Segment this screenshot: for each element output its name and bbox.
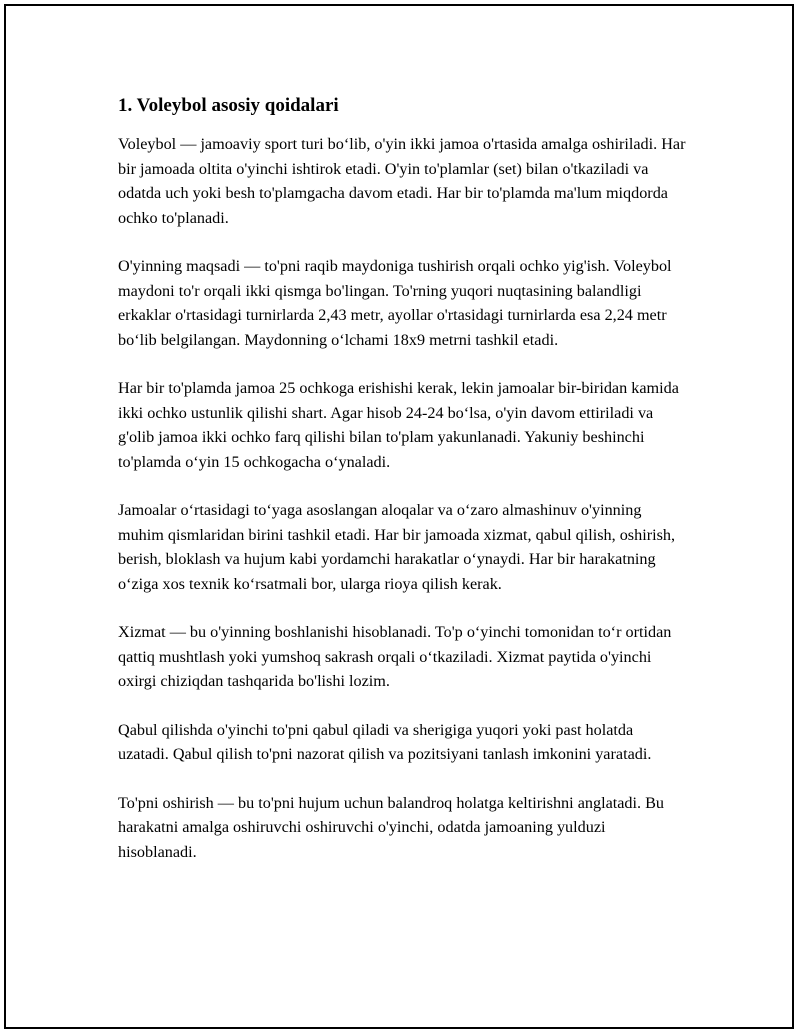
- paragraph-serve: Xizmat — bu o'yinning boshlanishi hisoblanadi. To'p o‘yinchi tomonidan to‘r ortidan qattiq mushtlash yoki yumshoq sakrash orqali o‘tkaziladi. Xizmat paytida o'yinchi oxirgi chiziqdan tashqarida bo'lishi lozim.: [118, 623, 672, 690]
- paragraph-game-goal: O'yinning maqsadi — to'pni raqib maydoniga tushirish orqali ochko yig'ish. Voleybol maydoni to'r orqali ikki qismga bo'lingan. To'rning yuqori nuqtasining balandligi erkaklar o'rtasidagi turnirlarda 2,43 metr, ayollar o'rtasidagi turnirlarda esa 2,24 metr bo‘lib belgilangan. Maydonning o‘lchami 18x9 metrni tashkil etadi.: [118, 257, 672, 349]
- paragraph-rules-intro: Voleybol — jamoaviy sport turi bo‘lib, o'yin ikki jamoa o'rtasida amalga oshiriladi. Har bir jamoada oltita o'yinchi ishtirok etadi. O'yin to'plamlar (set) bilan o'tkaziladi va odatda uch yoki besh to'plamgacha davom etadi. Har bir to'plamda ma'lum miqdorda ochko to'planadi.: [118, 135, 686, 227]
- document-body: [118, 93, 688, 888]
- paragraph-team-actions: Jamoalar o‘rtasidagi to‘yaga asoslangan aloqalar va o‘zaro almashinuv o'yinning muhim qismlaridan birini tashkil etadi. Har bir jamoada xizmat, qabul qilish, oshirish, berish, bloklash va hujum kabi yordamchi harakatlar o‘ynaydi. Har bir harakatning o‘ziga xos texnik ko‘rsatmali bor, ularga rioya qilish kerak.: [118, 501, 676, 593]
- paragraph-setting: To'pni oshirish — bu to'pni hujum uchun balandroq holatga keltirishni anglatadi. Bu harakatni amalga oshiruvchi oshiruvchi o'yinchi, odatda jamoaning yulduzi hisoblanadi.: [118, 793, 665, 861]
- paragraph-set-scoring: Har bir to'plamda jamoa 25 ochkoga erishishi kerak, lekin jamoalar bir-biridan kamida ikki ochko ustunlik qilishi shart. Agar hisob 24-24 bo‘lsa, o'yin davom ettiriladi va g'olib jamoa ikki ochko farq qilishi bilan to'plam yakunlanadi. Yakuniy beshinchi to'plamda o‘yin 15 ochkogacha o‘ynaladi.: [118, 379, 679, 471]
- section-title: 1. Voleybol asosiy qoidalari: [118, 95, 339, 116]
- paragraph-reception: Qabul qilishda o'yinchi to'pni qabul qiladi va sherigiga yuqori yoki past holatda uzatadi. Qabul qilish to'pni nazorat qilish va pozitsiyani tanlash imkonini yaratadi.: [118, 720, 652, 763]
